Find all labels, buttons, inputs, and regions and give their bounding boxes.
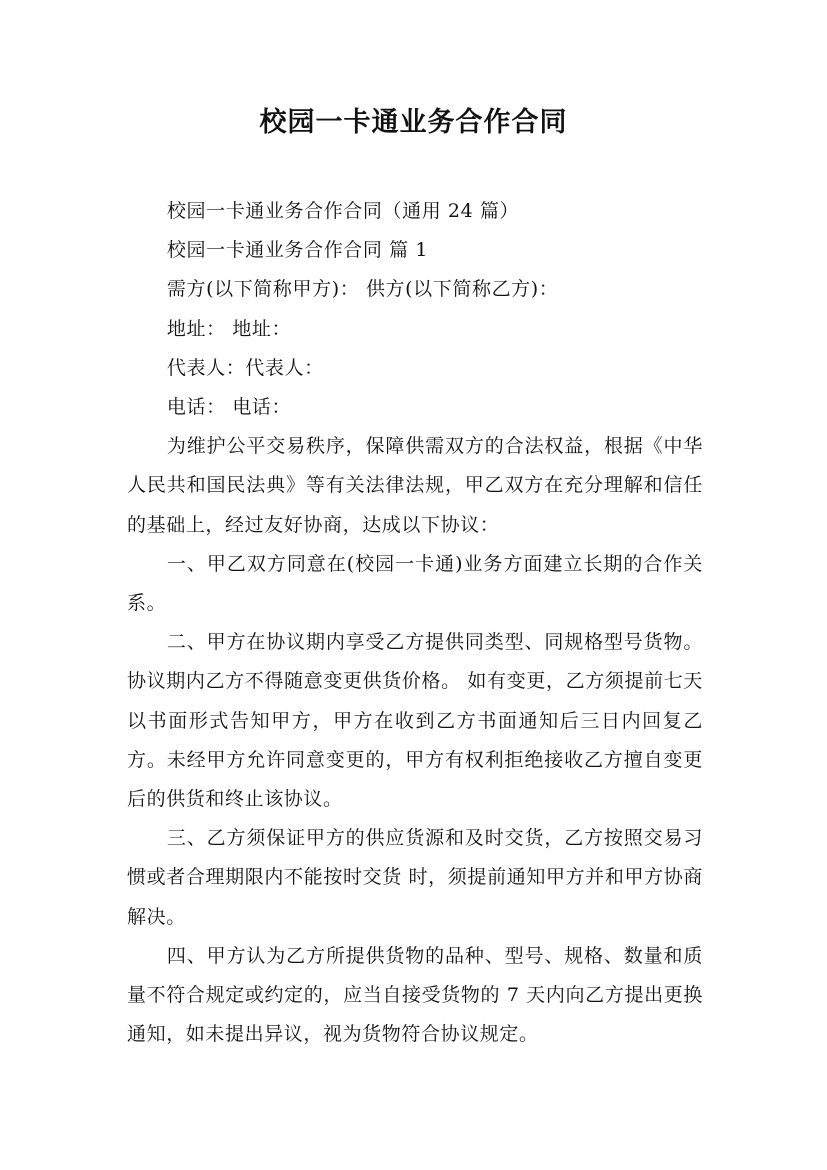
document-body <box>127 192 703 1054</box>
preamble-paragraph: 为维护公平交易秩序，保障供需双方的合法权益，根据《中华人民共和国民法典》等有关法律法规，甲乙双方在充分理解和信任的基础上，经过友好协商，达成以下协议： <box>127 435 703 536</box>
clause-1: 一、甲乙双方同意在(校园一卡通)业务方面建立长期的合作关系。 <box>127 552 703 615</box>
address-line: 地址： 地址： <box>166 317 292 340</box>
representative-line: 代表人：代表人： <box>166 356 324 379</box>
clause-4: 四、甲方认为乙方所提供货物的品种、型号、规格、数量和质量不符合规定或约定的，应当自接受货物的 7 天内向乙方提出更换通知，如未提出异议，视为货物符合协议规定。 <box>127 944 703 1046</box>
clause-3: 三、乙方须保证甲方的供应货源和及时交货，乙方按照交易习惯或者合理期限内不能按时交货 时，须提前通知甲方并和甲方协商解决。 <box>127 827 703 928</box>
party-line: 需方(以下简称甲方)： 供方(以下简称乙方)： <box>166 278 559 301</box>
section-heading: 校园一卡通业务合作合同 篇 1 <box>166 239 429 262</box>
phone-line: 电话： 电话： <box>166 396 292 419</box>
clause-2: 二、甲方在协议期内享受乙方提供同类型、同规格型号货物。协议期内乙方不得随意变更供货价格。 如有变更，乙方须提前七天以书面形式告知甲方，甲方在收到乙方书面通知后三日内回复乙方。未经甲方允许同意变更的，甲方有权利拒绝接收乙方擅自变更后的供货和终止该协议。 <box>127 631 703 811</box>
document-title: 校园一卡通业务合作合同 <box>259 107 568 138</box>
subtitle-paragraph: 校园一卡通业务合作合同（通用 24 篇） <box>166 200 520 222</box>
